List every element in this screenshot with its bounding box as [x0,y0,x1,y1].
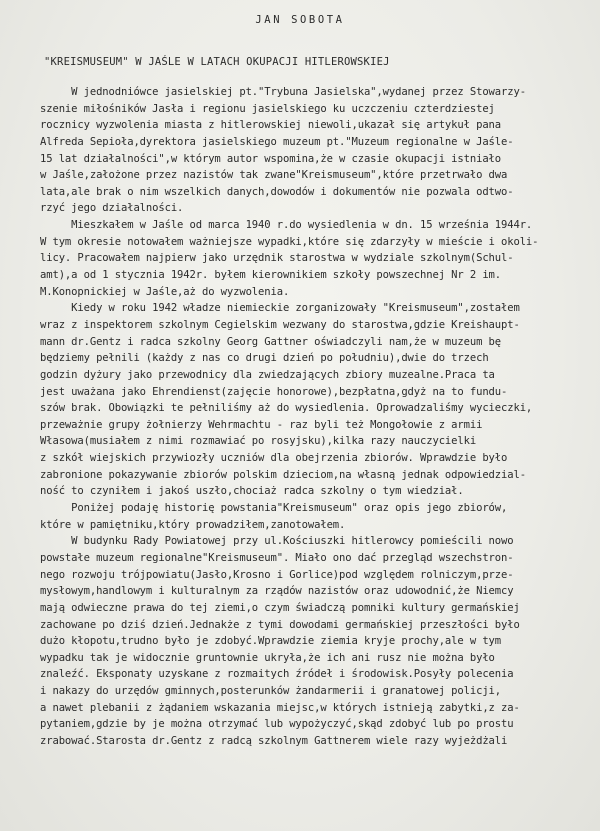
text-line: W jednodniówce jasielskiej pt."Trybuna Jasielska",wydanej przez Stowarzy- [40,86,526,98]
text-line: zabronione pokazywanie zbiorów polskim dzieciom,na własną jednak odpowiedzial- [40,468,526,481]
text-line: szenie miłośników Jasła i regionu jasielskiego ku uczczeniu czterdziestej [40,102,495,115]
text-line: Poniżej podaję historię powstania"Kreismuseum" oraz opis jego zbiorów, [40,502,508,515]
text-line: licy. Pracowałem najpierw jako urzędnik starostwa w wydziale szkolnym(Schul- [40,252,514,265]
text-line: przeważnie grupy żołnierzy Wehrmachtu - raz byli też Mongołowie z armii [40,418,483,431]
text-line: 15 lat działalności",w którym autor wspomina,że w czasie okupacji istniało [40,152,502,165]
text-line: zachowane po dziś dzień.Jednakże z tymi dowodami germańskiej przeszłości było [40,618,520,631]
text-line: Kiedy w roku 1942 władze niemieckie zorganizowały "Kreismuseum",zostałem [40,302,520,315]
text-line: i nakazy do urzędów gminnych,posterunków żandarmerii i granatowej policji, [40,685,502,698]
text-line: rocznicy wyzwolenia miasta z hitlerowskiej niewoli,ukazał się artykuł pana [40,119,502,132]
document-body [40,84,596,750]
text-line: dużo kłopotu,trudno było je zdobyć.Wprawdzie ziemia kryje prochy,ale w tym [40,635,502,648]
author-name: JAN SOBOTA [255,14,345,26]
text-line: z szkół wiejskich przywiozły uczniów dla obejrzenia zbiorów. Wprawdzie było [40,452,508,465]
text-line: które w pamiętniku,który prowadziłem,zanotowałem. [40,518,346,531]
text-line: zrabować.Starosta dr.Gentz z radcą szkolnym Gattnerem wiele razy wyjeżdżali [40,734,508,747]
text-line: W budynku Rady Powiatowej przy ul.Kościuszki hitlerowcy pomieścili nowo [40,535,514,548]
text-line: W tym okresie notowałem ważniejsze wypadki,które się zdarzyły w mieście i okoli- [40,235,539,248]
text-line: jest uważana jako Ehrendienst(zajęcie honorowe),bezpłatna,gdyż na to fundu- [40,385,508,398]
text-line: nego rozwoju trójpowiatu(Jasło,Krosno i Gorlice)pod względem rolniczym,prze- [40,568,514,581]
text-line: mają odwieczne prawa do tej ziemi,o czym świadczą pomniki kultury germańskiej [40,601,520,614]
text-line: będziemy pełnili (każdy z nas co drugi dzień po południu),dwie do trzech [40,352,489,365]
text-line: powstałe muzeum regionalne"Kreismuseum". Miało ono dać przegląd wszechstron- [40,551,514,564]
text-line: M.Konopnickiej w Jaśle,aż do wyzwolenia. [40,285,290,298]
text-line: Mieszkałem w Jaśle od marca 1940 r.do wysiedlenia w dn. 15 września 1944r. [40,219,533,232]
text-line: Alfreda Sepioła,dyrektora jasielskiego muzeum pt."Muzeum regionalne w Jaśle- [40,135,514,148]
text-line: ność to czyniłem i jakoś uszło,chociaż radca szkolny o tym wiedział. [40,485,464,498]
text-line: Własowa(musiałem z nimi rozmawiać po rosyjsku),kilka razy nauczycielki [40,435,477,448]
text-line: znaleźć. Eksponaty uzyskane z rozmaitych źródeł i środowisk.Posyły polecenia [40,668,514,681]
text-line: a nawet plebanii z żądaniem wskazania miejsc,w których istnieją zabytki,z za- [40,701,520,714]
text-line: mysłowym,handlowym i kulturalnym za rządów nazistów oraz udowodnić,że Niemcy [40,585,514,598]
text-line: mann dr.Gentz i radca szkolny Georg Gattner oświadczyli nam,że w muzeum bę [40,335,502,348]
text-line: godzin dyżury jako przewodnicy dla zwiedzających zbiory muzealne.Praca ta [40,368,495,381]
text-line: wraz z inspektorem szkolnym Cegielskim wezwany do starostwa,gdzie Kreishaupt- [40,318,520,331]
text-line: pytaniem,gdzie by je można otrzymać lub wypożyczyć,skąd zdobyć lub po prostu [40,718,514,731]
text-line: w Jaśle,założone przez nazistów tak zwane"Kreismuseum",które przetrwało dwa [40,169,508,182]
document-title: "KREISMUSEUM" W JAŚLE W LATACH OKUPACJI HITLEROWSKIEJ [44,56,390,68]
text-line: wypadku tak je widocznie gruntownie ukryła,że ich ani rusz nie można było [40,651,495,664]
text-line: lata,ale brak o nim wszelkich danych,dowodów i dokumentów nie pozwala odtwo- [40,185,514,198]
text-line: amt),a od 1 stycznia 1942r. byłem kierownikiem szkoły powszechnej Nr 2 im. [40,269,502,282]
text-line: szów brak. Obowiązki te pełniliśmy aż do wysiedlenia. Oprowadzaliśmy wycieczki, [40,402,533,415]
text-line: rzyć jego działalności. [40,202,184,215]
